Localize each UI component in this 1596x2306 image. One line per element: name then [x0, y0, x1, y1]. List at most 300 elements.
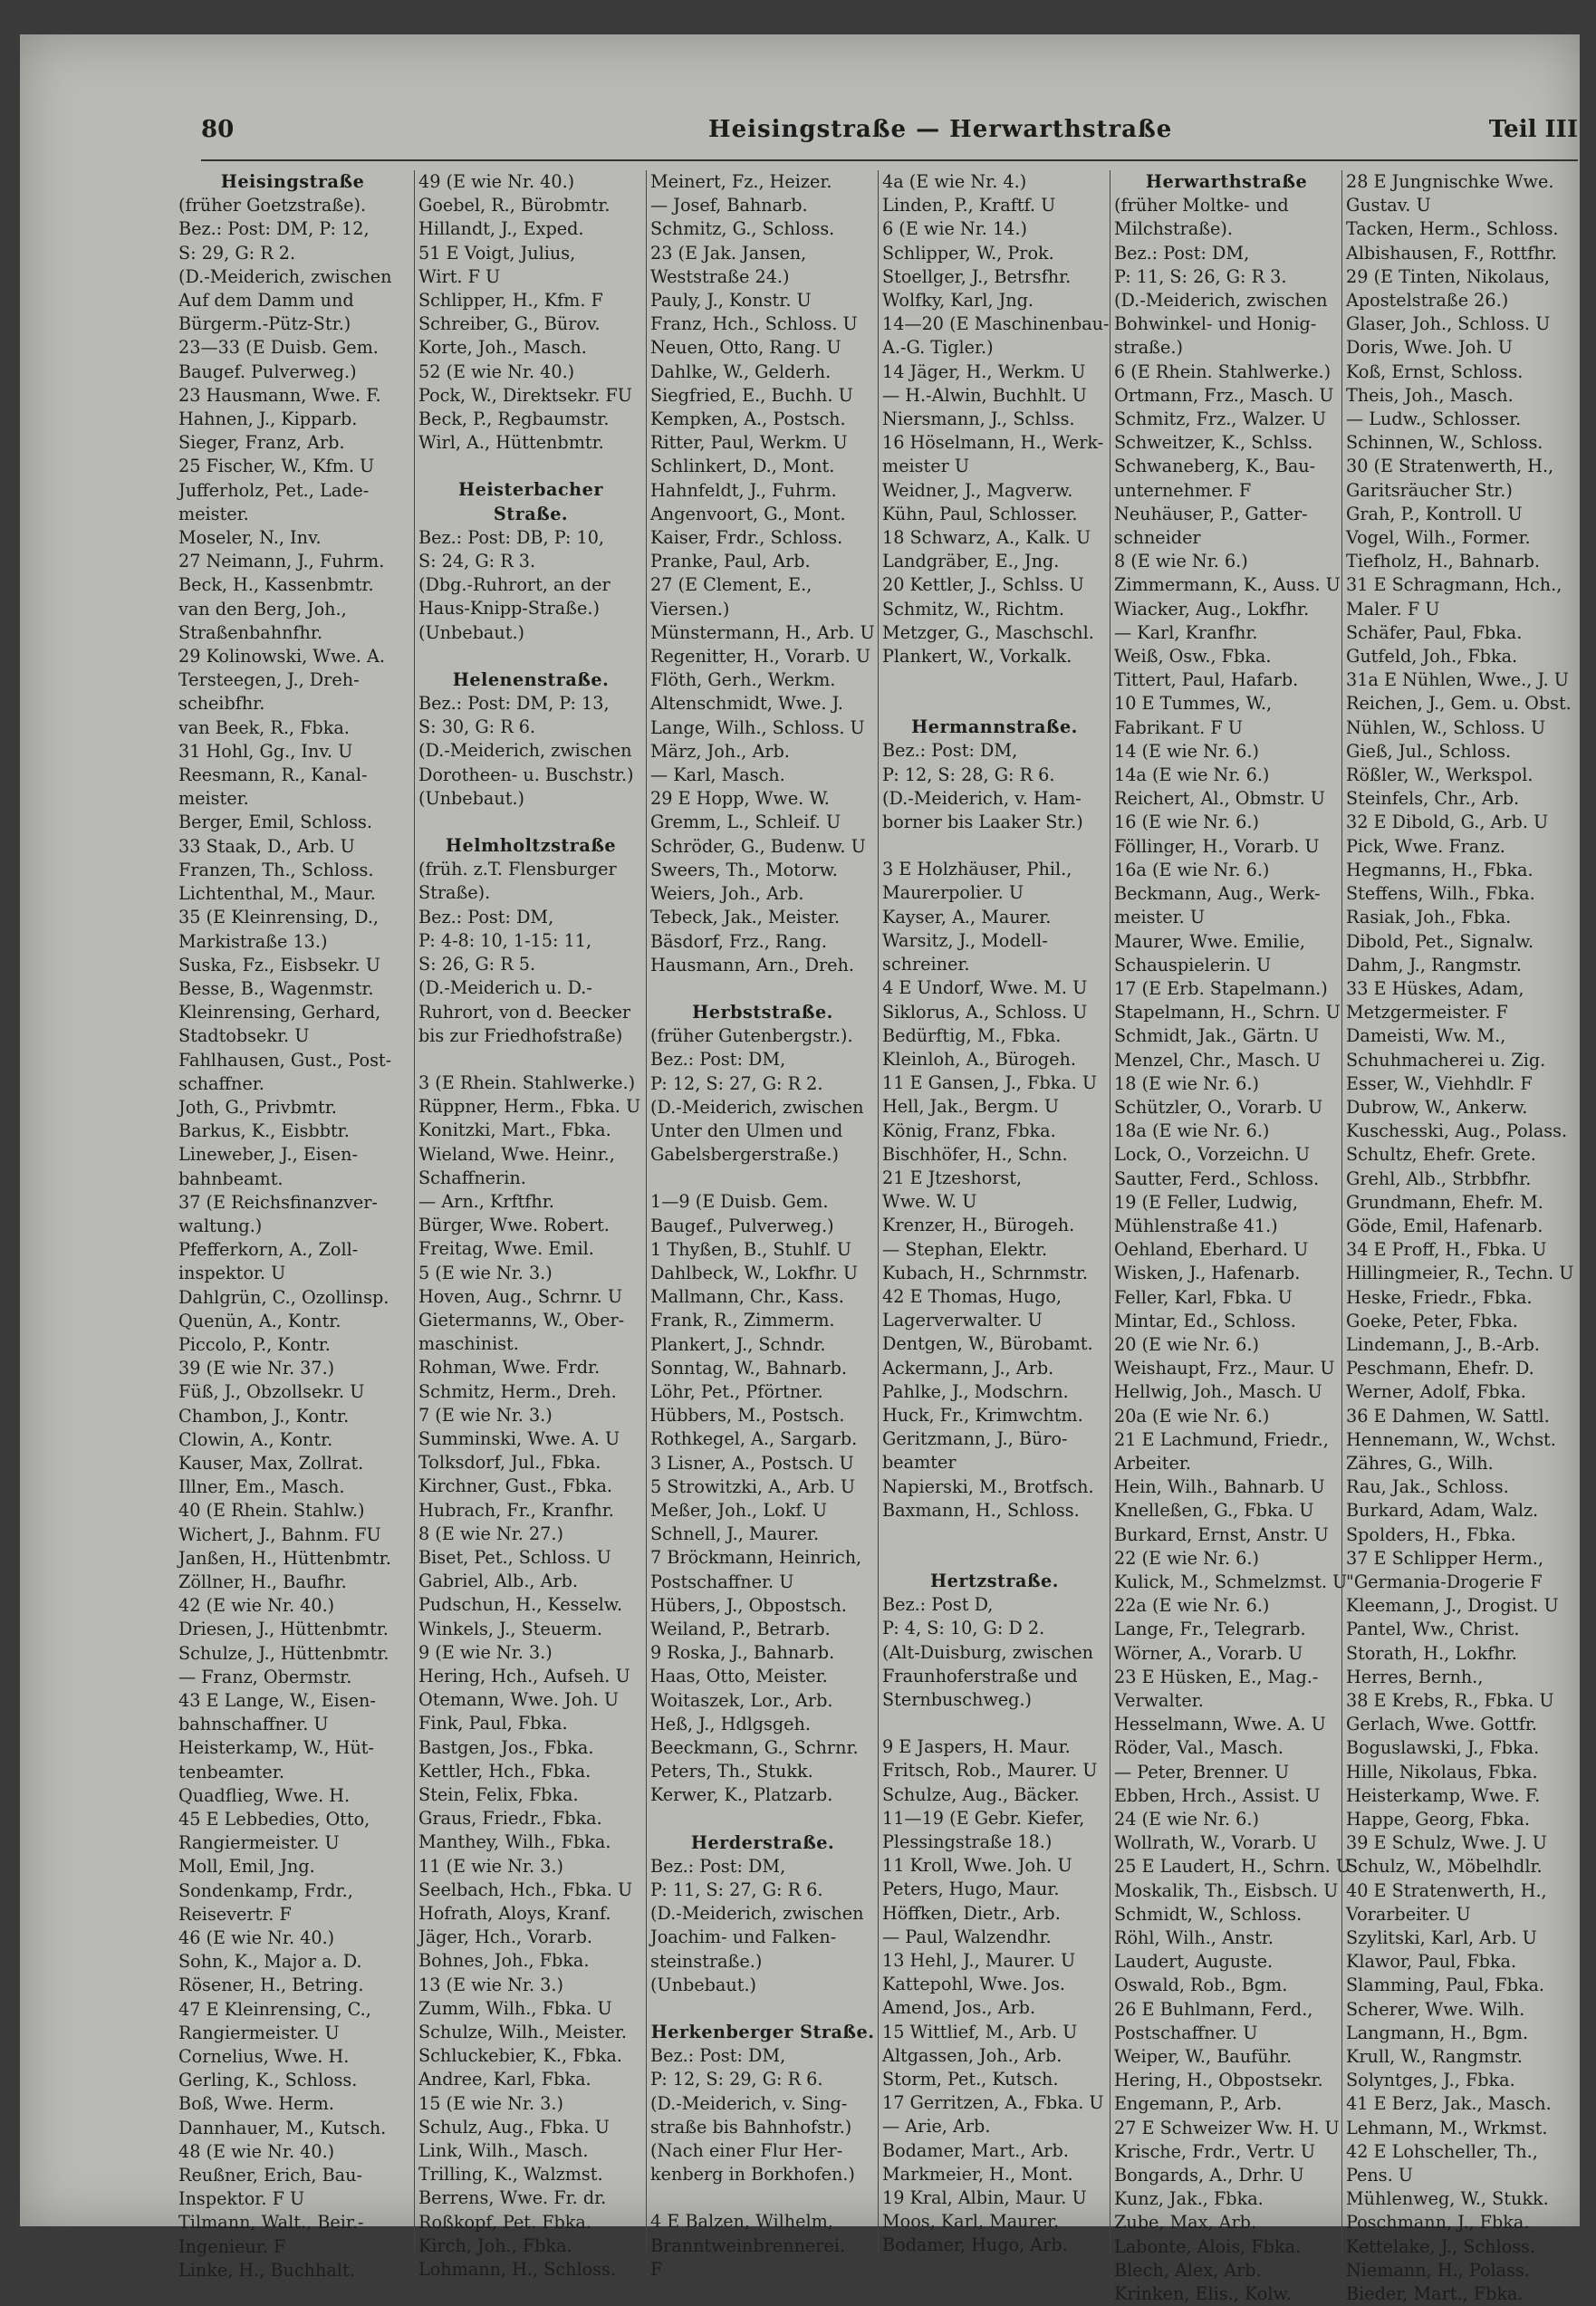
directory-line: 45 E Lebbedies, Otto,: [178, 1809, 370, 1830]
directory-line: 3 (E Rhein. Stahlwerke.): [418, 1071, 636, 1093]
directory-line: (D.-Meiderich, zwischen: [1114, 290, 1328, 312]
directory-line: — H.-Alwin, Buchhlt. U: [882, 384, 1087, 406]
directory-line: Bez.: Post: DM,: [1114, 242, 1250, 264]
directory-line: Warsitz, J., Modell-: [882, 929, 1048, 951]
directory-line: Moseler, N., Inv.: [178, 527, 322, 549]
directory-line: Flöth, Gerh., Werkm.: [650, 669, 836, 691]
directory-line: Franz, Hch., Schloss. U: [650, 313, 858, 335]
directory-line: 27 (E Clement, E.,: [650, 574, 812, 596]
directory-line: Ingenieur. F: [178, 2235, 286, 2257]
directory-line: Kerwer, K., Platzarb.: [650, 1784, 833, 1806]
directory-line: Kühn, Paul, Schlosser.: [882, 503, 1078, 524]
directory-line: Rüppner, Herm., Fbka. U: [418, 1096, 641, 1118]
directory-line: Bedürftig, M., Fbka.: [882, 1024, 1062, 1046]
directory-line: Röder, Val., Masch.: [1114, 1737, 1284, 1759]
directory-line: Hein, Wilh., Bahnarb. U: [1114, 1476, 1325, 1498]
directory-line: Markmeier, H., Mont.: [882, 2163, 1073, 2185]
directory-line: Goeke, Peter, Fbka.: [1346, 1310, 1518, 1331]
directory-line: (Unbebaut.): [418, 621, 525, 643]
directory-line: Happe, Georg, Fbka.: [1346, 1809, 1530, 1830]
directory-line: Regenitter, H., Vorarb. U: [650, 646, 871, 668]
directory-line: Schmitz, G., Schloss.: [650, 218, 835, 240]
directory-line: 29 Kolinowski, Wwe. A.: [178, 646, 385, 668]
directory-line: Siklorus, A., Schloss. U: [882, 1001, 1088, 1023]
directory-line: Tacken, Herm., Schloss.: [1346, 218, 1559, 240]
directory-line: Fahlhausen, Gust., Post-: [178, 1049, 392, 1071]
spacer: [882, 692, 1107, 716]
directory-line: Baugef., Pulverweg.): [650, 1215, 834, 1236]
directory-line: Wiacker, Aug., Lokfhr.: [1114, 598, 1310, 620]
directory-line: 37 E Schlipper Herm.,: [1346, 1547, 1543, 1569]
directory-line: Ebben, Hrch., Assist. U: [1114, 1784, 1321, 1806]
spacer: [882, 1523, 1107, 1546]
street-heading: Hertzstraße.: [930, 1570, 1059, 1591]
directory-columns: [178, 170, 1582, 2305]
directory-line: Ortmann, Frz., Masch. U: [1114, 384, 1334, 406]
directory-line: Moskalik, Th., Eisbsch. U: [1114, 1879, 1339, 1901]
directory-line: (D.-Meiderich, zwischen: [418, 740, 632, 762]
directory-line: Schmidt, Jak., Gärtn. U: [1114, 1025, 1320, 1047]
directory-line: Hille, Nikolaus, Fbka.: [1346, 1761, 1538, 1782]
directory-line: van Beek, R., Fbka.: [178, 716, 350, 738]
directory-line: Wolfky, Karl, Jng.: [882, 290, 1034, 312]
directory-line: Poschmann, J., Fbka.: [1346, 2212, 1530, 2234]
directory-line: Verwalter.: [1114, 1690, 1204, 1711]
directory-line: Kauser, Max, Zollrat.: [178, 1452, 364, 1474]
directory-line: Lock, O., Vorzeichn. U: [1114, 1144, 1311, 1166]
directory-line: Schützler, O., Vorarb. U: [1114, 1096, 1323, 1118]
directory-line: 42 E Thomas, Hugo,: [882, 1285, 1062, 1307]
directory-line: Link, Wilh., Masch.: [418, 2140, 589, 2162]
page-number: 80: [201, 116, 235, 143]
directory-line: schneider: [1114, 527, 1201, 549]
directory-line: Bürgerm.-Pütz-Str.): [178, 313, 351, 335]
directory-line: Dahlgrün, C., Ozollinsp.: [178, 1286, 389, 1308]
directory-line: Fritsch, Rob., Maurer. U: [882, 1760, 1098, 1782]
directory-line: Bez.: Post: DM, P: 12,: [178, 218, 370, 240]
directory-line: Apostelstraße 26.): [1346, 290, 1509, 312]
directory-line: Mühlenstraße 41.): [1114, 1215, 1278, 1236]
directory-line: Beck, P., Regbaumstr.: [418, 408, 610, 430]
directory-line: steinstraße.): [650, 1950, 763, 1972]
directory-line: Clowin, A., Kontr.: [178, 1428, 333, 1450]
directory-line: Nühlen, W., Schloss. U: [1346, 716, 1546, 738]
directory-line: 40 E Stratenwerth, H.,: [1346, 1879, 1547, 1901]
directory-line: Dibold, Pet., Signalw.: [1346, 930, 1534, 952]
column-6: [1341, 170, 1583, 2305]
directory-line: Schuhmacherei u. Zig.: [1346, 1049, 1546, 1071]
directory-line: Weiß, Osw., Fbka.: [1114, 646, 1272, 668]
directory-line: Bohwinkel- und Honig-: [1114, 313, 1317, 335]
directory-line: Zumm, Wilh., Fbka. U: [418, 1997, 612, 2019]
directory-line: Sternbuschweg.): [882, 1688, 1032, 1710]
directory-line: Labonte, Alois, Fbka.: [1114, 2235, 1302, 2257]
directory-line: Koß, Ernst, Schloss.: [1346, 360, 1524, 382]
directory-line: Beeckmann, G., Schrnr.: [650, 1737, 859, 1758]
directory-line: 32 E Dibold, G., Arb. U: [1346, 812, 1549, 833]
directory-line: Pfefferkorn, A., Zoll-: [178, 1239, 359, 1261]
directory-line: 19 (E Feller, Ludwig,: [1114, 1191, 1298, 1213]
directory-line: 18a (E wie Nr. 6.): [1114, 1120, 1270, 1142]
directory-line: 20 Kettler, J., Schlss. U: [882, 574, 1084, 596]
directory-line: waltung.): [178, 1215, 263, 1236]
directory-line: meister. U: [1114, 907, 1206, 928]
directory-line: Otemann, Wwe. Joh. U: [418, 1689, 620, 1711]
directory-line: Schwaneberg, K., Bau-: [1114, 456, 1316, 477]
directory-line: Scherer, Wwe. Wilh.: [1346, 1998, 1525, 2020]
directory-line: Mühlenweg, W., Stukk.: [1346, 2188, 1549, 2210]
directory-line: Mallmann, Chr., Kass.: [650, 1286, 844, 1308]
directory-line: 11—19 (E Gebr. Kiefer,: [882, 1807, 1085, 1829]
directory-line: Heisterkamp, W., Hüt-: [178, 1737, 374, 1759]
directory-line: Moos, Karl, Maurer.: [882, 2211, 1060, 2233]
directory-line: Dahlbeck, W., Lokfhr. U: [650, 1262, 859, 1283]
directory-line: Joachim- und Falken-: [650, 1926, 837, 1948]
directory-line: Solyntges, J., Fbka.: [1346, 2070, 1515, 2091]
directory-line: Kayser, A., Maurer.: [882, 906, 1052, 927]
directory-line: Rohman, Wwe. Frdr.: [418, 1357, 601, 1379]
street-heading: Herbststraße.: [692, 1001, 833, 1023]
street-heading: Herwarthstraße: [1145, 171, 1308, 192]
spacer: [650, 2186, 875, 2210]
directory-line: 49 (E wie Nr. 40.): [418, 171, 575, 192]
directory-line: Schmitz, Frz., Walzer. U: [1114, 408, 1327, 430]
street-heading: Heisterbacher Straße.: [458, 479, 603, 524]
directory-line: Blech, Alex, Arb.: [1114, 2259, 1262, 2281]
directory-line: Driesen, J., Hüttenbmtr.: [178, 1619, 389, 1640]
directory-line: Branntweinbrennerei.: [650, 2234, 846, 2256]
spacer: [882, 834, 1107, 858]
directory-line: 4a (E wie Nr. 4.): [882, 171, 1027, 192]
directory-line: (Alt-Duisburg, zwischen: [882, 1641, 1094, 1663]
directory-line: kenberg in Borkhofen.): [650, 2164, 855, 2186]
directory-line: Löhr, Pet., Pförtner.: [650, 1380, 823, 1402]
directory-line: 11 (E wie Nr. 3.): [418, 1855, 563, 1877]
directory-line: P: 4, S: 10, G: D 2.: [882, 1618, 1045, 1639]
directory-line: Schmitz, W., Richtm.: [882, 598, 1064, 620]
directory-line: Niersmann, J., Schlss.: [882, 408, 1075, 430]
directory-line: Krull, W., Rangmstr.: [1346, 2046, 1523, 2068]
directory-line: Glaser, Joh., Schloss. U: [1346, 313, 1551, 335]
directory-line: Krinken, Elis., Kolw.: [1114, 2283, 1292, 2305]
directory-line: 1—9 (E Duisb. Gem.: [650, 1191, 829, 1213]
directory-line: 4 E Undorf, Wwe. M. U: [882, 977, 1088, 999]
directory-line: 34 E Proff, H., Fbka. U: [1346, 1239, 1547, 1261]
street-heading: Herderstraße.: [690, 1831, 835, 1853]
spacer: [882, 1712, 1107, 1735]
directory-line: Huck, Fr., Krimwchtm.: [882, 1404, 1083, 1426]
directory-line: 14 Jäger, H., Werkm. U: [882, 360, 1086, 382]
directory-line: 11 Kroll, Wwe. Joh. U: [882, 1855, 1072, 1877]
directory-line: Bez.: Post: DM,: [418, 906, 554, 927]
directory-line: Gustav. U: [1346, 195, 1431, 216]
directory-line: 6 (E Rhein. Stahlwerke.): [1114, 360, 1332, 382]
directory-line: Baxmann, H., Schloss.: [882, 1499, 1080, 1521]
directory-line: Konitzki, Mart., Fbka.: [418, 1119, 611, 1141]
directory-line: Straße).: [418, 882, 491, 904]
directory-page: [20, 34, 1580, 2305]
directory-line: Hering, Hch., Aufseh. U: [418, 1665, 630, 1686]
directory-line: Seelbach, Hch., Fbka. U: [418, 1878, 633, 1900]
directory-line: — Franz, Obermstr.: [178, 1666, 352, 1687]
directory-line: Maler. F U: [1346, 598, 1440, 620]
directory-line: Zimmermann, K., Auss. U: [1114, 574, 1341, 596]
directory-line: 16 Höselmann, H., Werk-: [882, 432, 1104, 454]
directory-line: 23—33 (E Duisb. Gem.: [178, 337, 379, 359]
directory-line: Grehl, Alb., Strbbfhr.: [1346, 1167, 1532, 1189]
directory-line: Woitaszek, Lor., Arb.: [650, 1689, 833, 1711]
directory-line: Schaffnerin.: [418, 1167, 526, 1188]
directory-line: F: [650, 2258, 663, 2280]
directory-line: Unter den Ulmen und: [650, 1119, 843, 1141]
directory-line: Rasiak, Joh., Fbka.: [1346, 907, 1512, 928]
directory-line: Altenschmidt, Wwe. J.: [650, 693, 843, 715]
directory-line: Wirl, A., Hüttenbmtr.: [418, 432, 604, 454]
directory-line: Fabrikant. F U: [1114, 716, 1243, 738]
directory-line: 8 (E wie Nr. 27.): [418, 1523, 563, 1544]
directory-line: meister U: [882, 456, 970, 477]
directory-line: Sondenkamp, Frdr.,: [178, 1879, 353, 1901]
directory-line: 31a E Nühlen, Wwe., J. U: [1346, 669, 1569, 691]
directory-line: Haas, Otto, Meister.: [650, 1666, 828, 1687]
directory-line: Schröder, G., Budenw. U: [650, 835, 866, 857]
directory-line: Linke, H., Buchhalt.: [178, 2259, 355, 2281]
directory-line: inspektor. U: [178, 1263, 286, 1284]
directory-line: Auf dem Damm und: [178, 290, 354, 312]
directory-line: Kuschesski, Aug., Polass.: [1346, 1120, 1568, 1142]
directory-line: Manthey, Wilh., Fbka.: [418, 1831, 611, 1853]
directory-line: Pick, Wwe. Franz.: [1346, 835, 1505, 857]
directory-line: Weiers, Joh., Arb.: [650, 883, 804, 905]
directory-line: Beckmann, Aug., Werk-: [1114, 883, 1321, 905]
street-heading: Helenenstraße.: [452, 668, 610, 690]
directory-line: Schlipper, W., Prok.: [882, 242, 1054, 264]
directory-line: (früh. z.T. Flensburger: [418, 859, 617, 880]
directory-line: — Ludw., Schlosser.: [1346, 408, 1522, 430]
directory-line: scheibfhr.: [178, 693, 265, 715]
directory-line: Krische, Frdr., Vertr. U: [1114, 2140, 1316, 2162]
directory-line: Vorarbeiter. U: [1346, 1903, 1471, 1925]
directory-line: P: 11, S: 27, G: R 6.: [650, 1879, 823, 1901]
spacer: [418, 811, 643, 834]
directory-line: Röhl, Wilh., Anstr.: [1114, 1927, 1274, 1949]
directory-line: Rößler, W., Werkspol.: [1346, 764, 1534, 786]
directory-line: Arbeiter.: [1114, 1452, 1192, 1474]
directory-line: 51 E Voigt, Julius,: [418, 242, 576, 264]
directory-line: Chambon, J., Kontr.: [178, 1405, 350, 1427]
directory-line: Grah, P., Kontroll. U: [1346, 503, 1523, 524]
column-3: [646, 170, 875, 2280]
street-heading: Heisingstraße: [220, 171, 365, 192]
directory-line: Göde, Emil, Hafenarb.: [1346, 1215, 1543, 1236]
directory-line: 21 E Jtzeshorst,: [882, 1167, 1023, 1188]
directory-line: 31 Hohl, Gg., Inv. U: [178, 740, 353, 762]
directory-line: Tersteegen, J., Dreh-: [178, 669, 360, 691]
directory-line: 29 E Hopp, Wwe. W.: [650, 788, 830, 810]
spacer: [650, 977, 875, 1001]
directory-line: 15 (E wie Nr. 3.): [418, 2092, 563, 2114]
directory-line: 5 Strowitzki, A., Arb. U: [650, 1475, 856, 1497]
directory-line: Andree, Karl, Fbka.: [418, 2069, 591, 2090]
directory-line: Hübers, J., Obpostsch.: [650, 1594, 847, 1616]
directory-line: Dorotheen- u. Buschstr.): [418, 764, 634, 785]
directory-line: Hillingmeier, R., Techn. U: [1346, 1263, 1574, 1284]
directory-line: (Nach einer Flur Her-: [650, 2140, 843, 2162]
spacer: [882, 668, 1107, 692]
directory-line: Meinert, Fz., Heizer.: [650, 171, 832, 192]
directory-line: Plessingstraße 18.): [882, 1831, 1053, 1852]
directory-line: Metzger, G., Maschschl.: [882, 621, 1094, 643]
directory-line: Storath, H., Lokfhr.: [1346, 1642, 1517, 1664]
directory-line: Tilmann, Walt., Beir.-: [178, 2212, 364, 2234]
directory-line: Neuen, Otto, Rang. U: [650, 337, 841, 359]
directory-line: Schlipper, H., Kfm. F: [418, 290, 603, 312]
directory-line: — Josef, Bahnarb.: [650, 195, 808, 216]
directory-line: S: 30, G: R 6.: [418, 716, 536, 738]
directory-line: Joth, G., Privbmtr.: [178, 1096, 337, 1118]
directory-line: Bez.: Post: DM,: [650, 1855, 786, 1877]
directory-line: 11 E Gansen, J., Fbka. U: [882, 1072, 1098, 1094]
directory-line: Hillandt, J., Exped.: [418, 218, 584, 240]
directory-line: 3 Lisner, A., Postsch. U: [650, 1452, 854, 1474]
directory-line: Reichert, Al., Obmstr. U: [1114, 788, 1325, 810]
directory-line: Grundmann, Ehefr. M.: [1346, 1191, 1543, 1213]
directory-line: Bodamer, Mart., Arb.: [882, 2139, 1069, 2161]
directory-line: Sweers, Th., Motorw.: [650, 859, 838, 880]
directory-line: Fink, Paul, Fbka.: [418, 1713, 568, 1734]
directory-line: Dannhauer, M., Kutsch.: [178, 2117, 387, 2138]
directory-line: Schlinkert, D., Mont.: [650, 456, 835, 477]
directory-line: S: 24, G: R 3.: [418, 551, 536, 572]
directory-line: 38 E Krebs, R., Fbka. U: [1346, 1690, 1554, 1711]
directory-line: Schulz, W., Möbelhdlr.: [1346, 1856, 1543, 1878]
directory-line: Jufferholz, Pet., Lade-: [178, 479, 370, 501]
directory-line: (D.-Meiderich, v. Sing-: [650, 2092, 848, 2114]
directory-line: 13 (E wie Nr. 3.): [418, 1974, 563, 1995]
street-heading: Helmholtzstraße: [445, 835, 617, 857]
directory-line: 21 E Lachmund, Friedr.,: [1114, 1428, 1329, 1450]
directory-line: borner bis Laaker Str.): [882, 812, 1083, 833]
directory-line: Bongards, A., Drhr. U: [1114, 2165, 1304, 2186]
directory-line: Gutfeld, Joh., Fbka.: [1346, 646, 1518, 668]
spacer: [418, 645, 643, 668]
directory-line: Gieß, Jul., Schloss.: [1346, 740, 1512, 762]
directory-line: Gietermanns, W., Ober-: [418, 1309, 625, 1331]
directory-line: Kirch, Joh., Fbka.: [418, 2234, 572, 2256]
directory-line: 42 E Lohscheller, Th.,: [1346, 2140, 1538, 2162]
directory-line: 41 E Berz, Jak., Masch.: [1346, 2093, 1552, 2115]
directory-line: 22a (E wie Nr. 6.): [1114, 1595, 1270, 1617]
directory-line: 39 (E wie Nr. 37.): [178, 1358, 335, 1379]
directory-line: Heß, J., Hdlgsgeh.: [650, 1713, 811, 1734]
directory-line: Föllinger, H., Vorarb. U: [1114, 835, 1320, 857]
directory-line: 3 E Holzhäuser, Phil.,: [882, 859, 1072, 880]
directory-line: Hegmanns, H., Fbka.: [1346, 859, 1534, 880]
directory-line: Rangiermeister. U: [178, 2022, 340, 2043]
directory-line: Maurer, Wwe. Emilie,: [1114, 930, 1305, 952]
directory-line: Schulze, Aug., Bäcker.: [882, 1783, 1080, 1805]
directory-line: Geritzmann, J., Büro-: [882, 1428, 1068, 1450]
directory-line: (D.-Meiderich, zwischen: [650, 1903, 864, 1925]
spacer: [882, 1546, 1107, 1570]
directory-line: Bieder, Mart., Fbka.: [1346, 2283, 1524, 2305]
directory-line: Bäsdorf, Frz., Rang.: [650, 930, 827, 952]
directory-line: Steinfels, Chr., Arb.: [1346, 788, 1520, 810]
street-heading: Herkenberger Straße.: [650, 2022, 875, 2043]
directory-line: Weiland, P., Betrarb.: [650, 1618, 831, 1639]
directory-line: Siegfried, E., Buchh. U: [650, 384, 853, 406]
directory-line: Oswald, Rob., Bgm.: [1114, 1975, 1288, 1996]
directory-line: Barkus, K., Eisbbtr.: [178, 1120, 350, 1142]
directory-line: — Peter, Brenner. U: [1114, 1761, 1290, 1782]
directory-line: 47 E Kleinrensing, C.,: [178, 1998, 371, 2020]
directory-line: Schulze, Wilh., Meister.: [418, 2022, 627, 2043]
directory-line: Fraunhoferstraße und: [882, 1665, 1078, 1686]
directory-line: Wieland, Wwe. Heinr.,: [418, 1143, 615, 1165]
directory-line: 33 Staak, D., Arb. U: [178, 835, 355, 857]
directory-line: P: 11, S: 26, G: R 3.: [1114, 265, 1287, 287]
directory-line: Gabelsbergerstraße.): [650, 1144, 839, 1166]
spacer: [650, 1167, 875, 1190]
directory-line: Korte, Joh., Masch.: [418, 337, 587, 359]
directory-line: schaffner.: [178, 1072, 264, 1094]
directory-line: Bez.: Post D,: [882, 1594, 994, 1616]
directory-line: Bez.: Post: DM,: [650, 1049, 786, 1071]
directory-line: Franzen, Th., Schloss.: [178, 859, 374, 880]
directory-line: Tiefholz, H., Bahnarb.: [1346, 551, 1541, 572]
directory-line: (früher Goetzstraße).: [178, 195, 367, 216]
directory-line: 9 (E wie Nr. 3.): [418, 1641, 553, 1663]
directory-line: Hubrach, Fr., Kranfhr.: [418, 1499, 614, 1521]
directory-line: Postschaffner. U: [1114, 2022, 1258, 2043]
directory-line: Wwe. W. U: [882, 1191, 977, 1213]
directory-line: Hoven, Aug., Schrnr. U: [418, 1285, 623, 1307]
directory-line: 8 (E wie Nr. 6.): [1114, 551, 1248, 572]
directory-line: Slamming, Paul, Fbka.: [1346, 1975, 1545, 1996]
directory-line: 40 (E Rhein. Stahlw.): [178, 1500, 365, 1522]
directory-line: Baugef. Pulverweg.): [178, 360, 357, 382]
directory-line: Oehland, Eberhard. U: [1114, 1239, 1309, 1261]
directory-line: 16 (E wie Nr. 6.): [1114, 812, 1259, 833]
directory-line: Hering, H., Obpostsekr.: [1114, 2070, 1323, 2091]
directory-line: Schultz, Ehefr. Grete.: [1346, 1144, 1536, 1166]
directory-line: Dahlke, W., Gelderh.: [650, 360, 832, 382]
directory-line: Schulz, Aug., Fbka. U: [418, 2116, 610, 2138]
directory-line: 27 Neimann, J., Fuhrm.: [178, 551, 385, 572]
directory-line: Hellwig, Joh., Masch. U: [1114, 1381, 1322, 1403]
directory-line: Gremm, L., Schleif. U: [650, 812, 841, 833]
directory-line: Hübbers, M., Postsch.: [650, 1405, 845, 1427]
directory-line: Plankert, J., Schndr.: [650, 1333, 826, 1355]
directory-line: Lohmann, H., Schloss.: [418, 2259, 616, 2281]
directory-line: Angenvoort, G., Mont.: [650, 503, 846, 524]
directory-line: Dentgen, W., Bürobamt.: [882, 1333, 1093, 1355]
directory-line: 14—20 (E Maschinenbau-: [882, 313, 1110, 335]
directory-line: Pudschun, H., Kesselw.: [418, 1594, 623, 1616]
directory-line: Weiper, W., Bauführ.: [1114, 2046, 1293, 2068]
directory-line: Kirchner, Gust., Fbka.: [418, 1475, 613, 1497]
directory-line: Kleinrensing, Gerhard,: [178, 1002, 381, 1023]
directory-line: Metzgermeister. F: [1346, 1002, 1508, 1023]
directory-line: (D.-Meiderich, zwischen: [178, 265, 392, 287]
directory-line: Piccolo, P., Kontr.: [178, 1333, 331, 1355]
directory-line: Quenün, A., Kontr.: [178, 1310, 341, 1331]
directory-line: Tittert, Paul, Hafarb.: [1114, 669, 1299, 691]
directory-line: Pahlke, J., Modschrn.: [882, 1380, 1069, 1402]
directory-line: 35 (E Kleinrensing, D.,: [178, 907, 380, 928]
directory-line: Kettelake, J., Schloss.: [1346, 2235, 1535, 2257]
column-2: [414, 170, 643, 2281]
